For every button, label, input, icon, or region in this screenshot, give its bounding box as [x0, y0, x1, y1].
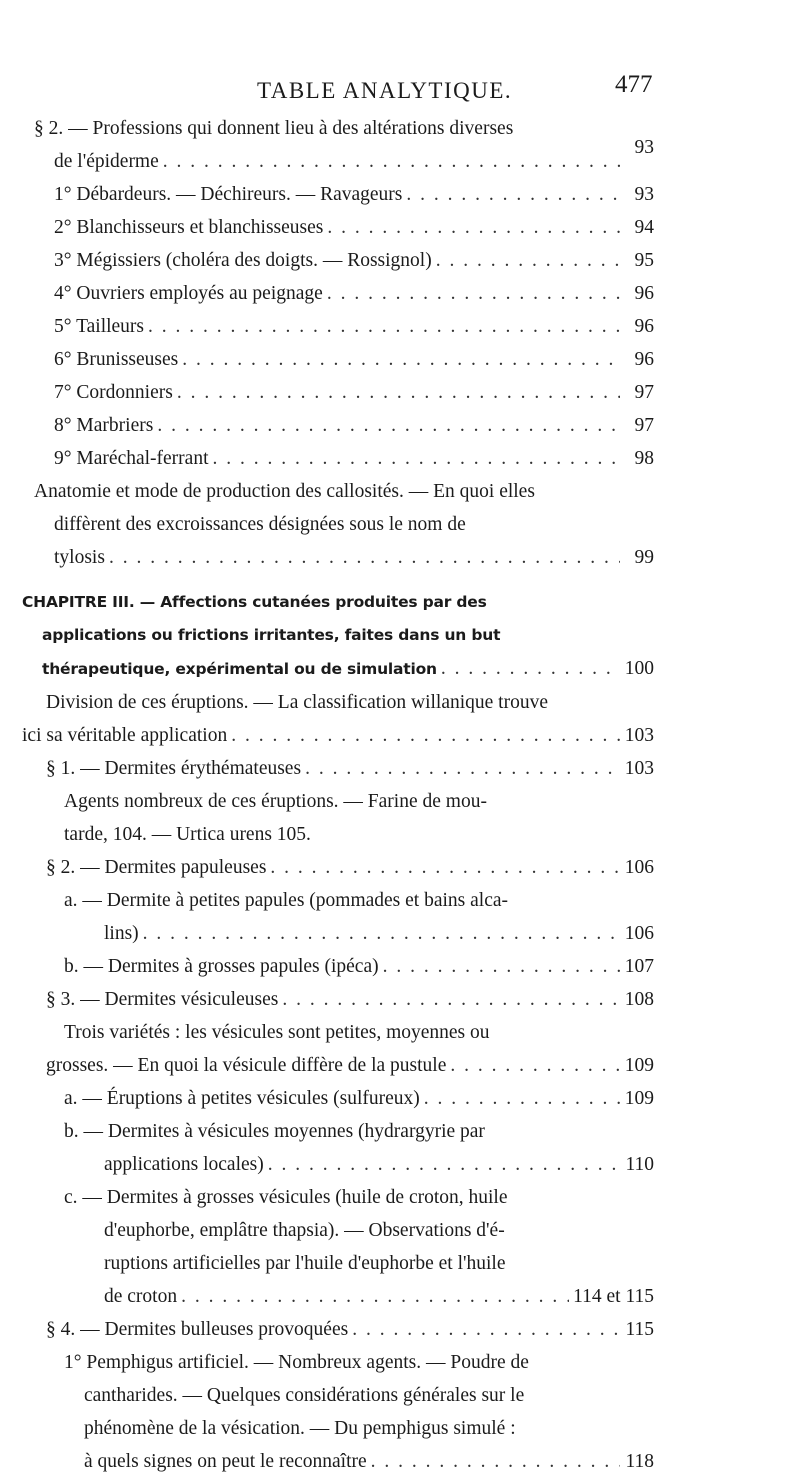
toc-page-number: 93 — [634, 137, 654, 158]
leader-dots — [352, 1313, 620, 1346]
leader-dots — [268, 1148, 620, 1181]
toc-entry-text: a. — Dermite à petites papules (pommades et bains alca- — [64, 890, 509, 911]
toc-entry-text: Trois variétés : les vésicules sont petites, moyennes ou — [64, 1022, 490, 1043]
toc-entry — [46, 983, 654, 1016]
toc-entry-text: 4° Ouvriers employés au peignage — [54, 283, 323, 304]
toc-entry-text: § 2. — Dermites papuleuses — [46, 857, 267, 878]
toc-page-number: 109 — [624, 1055, 654, 1076]
toc-entry-text: 5° Tailleurs — [54, 316, 145, 337]
chapter-heading — [22, 586, 654, 686]
toc-entry-text: § 4. — Dermites bulleuses provoquées — [46, 1319, 349, 1340]
toc-entry — [64, 1082, 654, 1115]
toc-page-number: 114 et 115 — [573, 1286, 654, 1307]
toc-entry-text: phénomène de la vésication. — Du pemphigus simulé : — [84, 1418, 516, 1439]
toc-page-number: 118 — [625, 1451, 654, 1472]
toc-entry — [54, 409, 654, 442]
toc-entry-text: grosses. — En quoi la vésicule diffère de la pustule — [46, 1055, 447, 1076]
toc-entry — [64, 785, 654, 851]
toc-entry-text: Anatomie et mode de production des callosités. — En quoi elles — [34, 481, 535, 502]
toc-entry — [64, 1346, 654, 1478]
leader-dots — [424, 1082, 620, 1115]
toc-entry — [64, 1181, 654, 1313]
toc-entry — [54, 244, 654, 277]
toc-entry — [54, 277, 654, 310]
toc-page-number: 106 — [624, 857, 654, 878]
toc-page-number: 97 — [634, 415, 654, 436]
page-header — [0, 0, 800, 120]
leader-dots — [383, 950, 620, 983]
toc-entry-text: lins) — [104, 923, 139, 944]
toc-entry — [46, 851, 654, 884]
toc-entry-text: § 1. — Dermites érythémateuses — [46, 758, 302, 779]
toc-entry — [54, 310, 654, 343]
leader-dots — [157, 409, 620, 442]
toc-entry-text: de l'épiderme — [54, 151, 159, 172]
table-of-contents — [0, 112, 800, 1478]
toc-entry — [54, 178, 654, 211]
toc-page-number: 98 — [634, 448, 654, 469]
toc-entry-text: 2° Blanchisseurs et blanchisseuses — [54, 217, 324, 238]
toc-page-number: 103 — [624, 758, 654, 779]
toc-page-number: 100 — [624, 658, 654, 679]
leader-dots — [436, 244, 620, 277]
toc-entry-text: de croton — [104, 1286, 178, 1307]
toc-entry — [54, 343, 654, 376]
toc-entry-text: ruptions artificielles par l'huile d'euphorbe et l'huile — [104, 1253, 506, 1274]
toc-entry-text: 7° Cordonniers — [54, 382, 173, 403]
leader-dots — [109, 541, 620, 574]
leader-dots — [231, 719, 620, 752]
toc-entry — [34, 112, 654, 178]
toc-entry-text: cantharides. — Quelques considérations générales sur le — [84, 1385, 525, 1406]
toc-entry-text: 9° Maréchal-ferrant — [54, 448, 209, 469]
toc-entry — [54, 211, 654, 244]
leader-dots — [282, 983, 620, 1016]
toc-entry — [46, 1016, 654, 1082]
page-title: TABLE ANALYTIQUE. — [257, 78, 513, 103]
toc-page-number: 103 — [624, 725, 654, 746]
leader-dots — [181, 1280, 569, 1313]
toc-entry — [54, 442, 654, 475]
toc-entry — [64, 1115, 654, 1181]
leader-dots — [305, 752, 620, 785]
chapter-title: applications ou frictions irritantes, faites dans un but — [42, 626, 501, 644]
toc-entry-text: 6° Brunisseuses — [54, 349, 179, 370]
toc-entry-text: diffèrent des excroissances désignées sous le nom de — [54, 514, 466, 535]
toc-entry-text: 3° Mégissiers (choléra des doigts. — Rossignol) — [54, 250, 432, 271]
toc-entry-text: § 2. — Professions qui donnent lieu à des altérations diverses — [34, 118, 514, 139]
toc-entry-text: tylosis — [54, 547, 105, 568]
toc-page-number: 97 — [634, 382, 654, 403]
leader-dots — [450, 1049, 620, 1082]
toc-entry-text: 1° Pemphigus artificiel. — Nombreux agents. — Poudre de — [64, 1352, 529, 1373]
toc-page-number: 107 — [624, 956, 654, 977]
toc-entry-text: 8° Marbriers — [54, 415, 154, 436]
toc-page-number: 106 — [624, 923, 654, 944]
toc-page-number: 110 — [625, 1154, 654, 1175]
leader-dots — [406, 178, 620, 211]
toc-page-number: 108 — [624, 989, 654, 1010]
leader-dots — [163, 145, 620, 178]
toc-entry — [64, 950, 654, 983]
toc-entry-text: a. — Éruptions à petites vésicules (sulfureux) — [64, 1088, 420, 1109]
toc-entry-text: ici sa véritable application — [22, 725, 228, 746]
leader-dots — [148, 310, 620, 343]
toc-entry-text: b. — Dermites à grosses papules (ipéca) — [64, 956, 379, 977]
toc-page-number: 94 — [634, 217, 654, 238]
toc-page-number: 99 — [634, 547, 654, 568]
toc-entry-text: d'euphorbe, emplâtre thapsia). — Observations d'é- — [104, 1220, 505, 1241]
chapter-title: thérapeutique, expérimental ou de simulation — [42, 660, 437, 678]
toc-page-number: 96 — [634, 349, 654, 370]
toc-entry-text: tarde, 104. — Urtica urens 105. — [64, 824, 311, 845]
toc-entry — [22, 686, 654, 752]
page-number: 477 — [615, 71, 653, 98]
toc-page-number: 96 — [634, 283, 654, 304]
toc-entry — [54, 376, 654, 409]
toc-entry-text: à quels signes on peut le reconnaître — [84, 1451, 367, 1472]
toc-entry — [46, 752, 654, 785]
toc-entry-text: Division de ces éruptions. — La classification willanique trouve — [46, 692, 549, 713]
leader-dots — [327, 277, 620, 310]
leader-dots — [371, 1445, 620, 1478]
leader-dots — [327, 211, 620, 244]
toc-entry-text: applications locales) — [104, 1154, 264, 1175]
leader-dots — [182, 343, 620, 376]
toc-entry — [34, 475, 654, 574]
toc-entry-text: Agents nombreux de ces éruptions. — Farine de mou- — [64, 791, 487, 812]
leader-dots — [143, 917, 620, 950]
toc-page-number: 93 — [634, 184, 654, 205]
leader-dots — [213, 442, 621, 475]
toc-entry-text: c. — Dermites à grosses vésicules (huile de croton, huile — [64, 1187, 508, 1208]
leader-dots — [177, 376, 620, 409]
leader-dots — [441, 652, 620, 685]
toc-page-number: 96 — [634, 316, 654, 337]
toc-entry — [46, 1313, 654, 1346]
toc-page-number: 109 — [624, 1088, 654, 1109]
chapter-title: CHAPITRE III. — Affections cutanées produites par des — [22, 593, 487, 611]
toc-page-number: 95 — [634, 250, 654, 271]
leader-dots — [270, 851, 620, 884]
toc-entry-text: 1° Débardeurs. — Déchireurs. — Ravageurs — [54, 184, 403, 205]
toc-page-number: 115 — [625, 1319, 654, 1340]
toc-entry-text: § 3. — Dermites vésiculeuses — [46, 989, 279, 1010]
toc-entry-text: b. — Dermites à vésicules moyennes (hydrargyrie par — [64, 1121, 485, 1142]
toc-entry — [64, 884, 654, 950]
